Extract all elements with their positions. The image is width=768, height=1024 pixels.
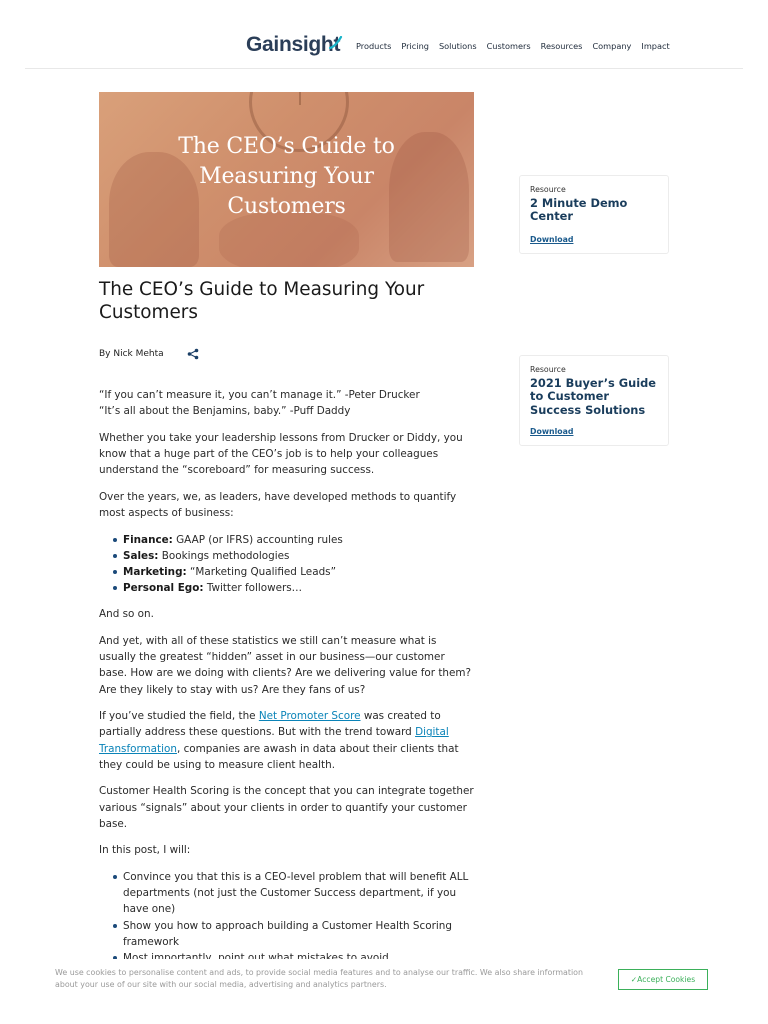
main-nav	[356, 41, 680, 51]
nav-solutions[interactable]: Solutions	[438, 41, 477, 51]
list-item-text: Bookings methodologies	[158, 549, 290, 562]
list-item	[123, 580, 474, 596]
list-item-text: Twitter followers…	[203, 582, 303, 595]
quote-drucker: “If you can’t measure it, you can’t manage it.” -Peter Drucker	[99, 389, 420, 401]
download-link[interactable]: Download	[530, 235, 574, 244]
list-item	[123, 532, 474, 548]
hero-title-line: The CEO’s Guide to	[178, 134, 395, 159]
cookie-notice-text: We use cookies to personalise content and ads, to provide social media features and to analyse our traffic. We also share information about your use of our site with our social media, advertising and analytics partners.	[55, 968, 584, 990]
paragraph: And so on.	[99, 608, 154, 621]
paragraph: In this post, I will:	[99, 844, 191, 857]
quotes-block	[99, 387, 474, 419]
list-item-label: Personal Ego:	[123, 582, 204, 595]
download-link[interactable]: Download	[530, 427, 574, 436]
header-divider	[25, 68, 743, 69]
logo-swoosh-icon	[329, 36, 343, 50]
list-item-label: Finance:	[123, 533, 173, 546]
paragraph: And yet, with all of these statistics we still can’t measure what is usually the greatest “hidden” asset in our business—our customer base. How are we doing with clients? Are we delivering value for them? Are they likely to stay with us? Are they fans of us?	[99, 635, 472, 696]
nav-customers[interactable]: Customers	[486, 41, 531, 51]
digital-transformation-link[interactable]: Digital Transformation	[99, 726, 449, 755]
hero-image	[99, 92, 474, 267]
list-item: Convince you that this is a CEO-level problem that will benefit ALL departments (not just the Customer Success department, if you have one)	[123, 869, 474, 918]
nav-products[interactable]: Products	[356, 41, 392, 51]
hero-title	[99, 132, 474, 222]
resource-card-buyers-guide	[519, 355, 669, 446]
text-run: If you’ve studied the field, the	[99, 710, 259, 723]
article-body	[99, 387, 474, 976]
list-item: Show you how to approach building a Customer Health Scoring framework	[123, 918, 474, 950]
nav-company[interactable]: Company	[592, 41, 632, 51]
resource-kicker: Resource	[530, 365, 566, 374]
list-item-label: Marketing:	[123, 566, 187, 578]
resource-title[interactable]: 2 Minute Demo Center	[530, 196, 628, 224]
paragraph: Whether you take your leadership lessons from Drucker or Diddy, you know that a huge part of the CEO’s job is to help your colleagues understand the “scoreboard” for measuring success.	[99, 431, 463, 477]
resource-kicker: Resource	[530, 185, 566, 194]
accept-cookies-button[interactable]: ✓Accept Cookies	[618, 969, 708, 990]
author-byline: By Nick Mehta	[99, 349, 164, 359]
list-item	[123, 564, 474, 580]
hero-title-line: Measuring Your	[199, 164, 374, 189]
resource-title[interactable]: 2021 Buyer’s Guide to Customer Success Solutions	[530, 376, 657, 417]
list-item-text: “Marketing Qualified Leads”	[186, 566, 336, 578]
share-icon[interactable]	[187, 348, 199, 360]
article-title: The CEO’s Guide to Measuring Your Customers	[99, 279, 425, 323]
list-item-label: Sales:	[123, 549, 159, 562]
gainsight-logo[interactable]: Gainsight	[246, 33, 341, 56]
site-header	[0, 0, 768, 69]
paragraph: Customer Health Scoring is the concept that you can integrate together various “signals” about your clients in order to quantify your customer base.	[99, 785, 474, 830]
quote-diddy: “It’s all about the Benjamins, baby.” -Puff Daddy	[99, 405, 351, 418]
list-item-text: GAAP (or IFRS) accounting rules	[172, 533, 343, 546]
post-goals-list	[99, 869, 474, 966]
business-metrics-list	[99, 532, 474, 597]
hero-title-line: Customers	[227, 194, 346, 219]
list-item	[123, 548, 474, 564]
paragraph: Over the years, we, as leaders, have developed methods to quantify most aspects of business:	[99, 490, 457, 519]
resource-card-demo-center	[519, 175, 669, 254]
net-promoter-score-link[interactable]: Net Promoter Score	[258, 710, 361, 723]
nav-impact[interactable]: Impact	[641, 41, 670, 51]
nav-resources[interactable]: Resources	[540, 41, 583, 51]
paragraph	[99, 708, 474, 773]
text-run: , companies are awash in data about their clients that they could be using to measure client health.	[99, 742, 459, 771]
nav-pricing[interactable]: Pricing	[401, 41, 429, 51]
text-run: was created to partially address these questions. But with the trend toward	[99, 710, 441, 739]
